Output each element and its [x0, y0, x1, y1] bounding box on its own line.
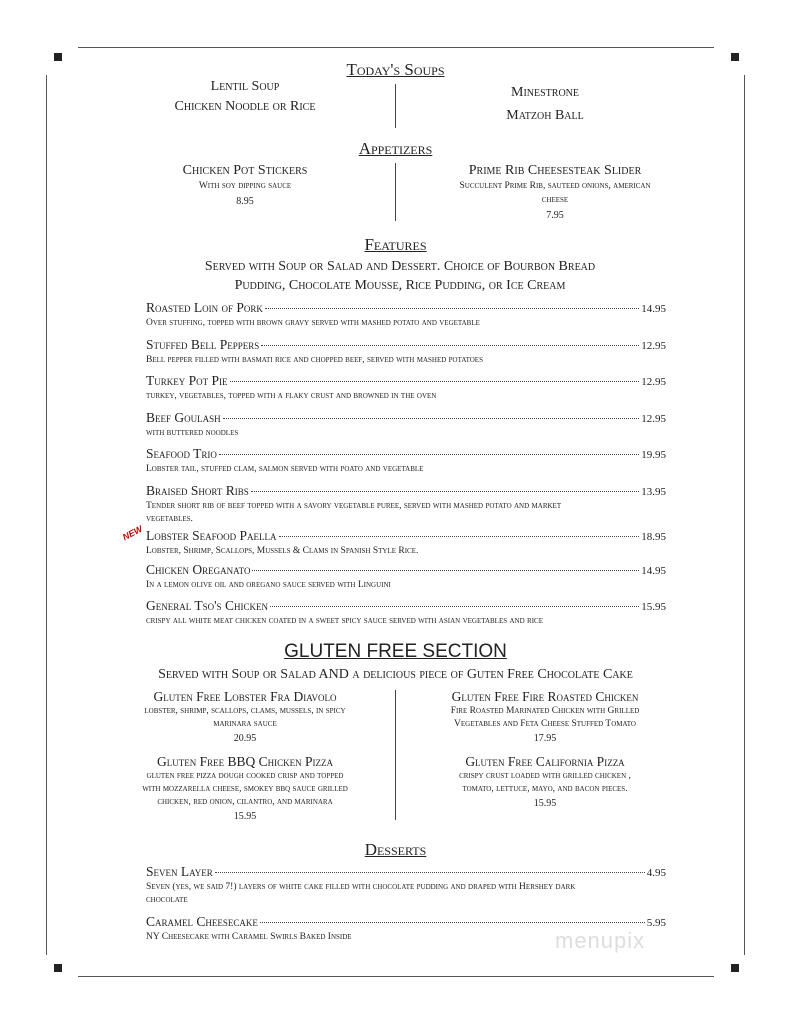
appetizer-pot-stickers-name: Chicken Pot Stickers — [182, 163, 308, 178]
gluten-free-intro: Served with Soup or Salad AND a delicious piece of Guten Free Chocolate Cake — [158, 667, 633, 682]
corner-mark-bottom-right — [731, 964, 739, 972]
feature-item — [146, 300, 666, 330]
item-description: crispy all white meat chicken coated in a sweet spicy sauce served with asian vegetables and rice — [146, 616, 543, 626]
item-description: Over stuffing, topped with brown gravy served with mashed potato and vegetable — [146, 318, 480, 328]
item-name: Gluten Free Lobster Fra Diavolo — [153, 689, 337, 704]
feature-item — [146, 562, 666, 592]
item-price: 14.95 — [641, 565, 666, 577]
feature-item — [146, 410, 666, 440]
appetizer-slider-price: 7.95 — [546, 210, 564, 221]
soup-chicken-noodle: Chicken Noodle or Rice — [174, 99, 316, 114]
item-name: Caramel Cheesecake — [146, 914, 258, 929]
feature-item — [146, 483, 666, 526]
item-description-line1: gluten free pizza dough cooked crisp and topped — [146, 771, 344, 781]
right-border-rule — [744, 75, 745, 955]
item-name: Seafood Trio — [146, 446, 217, 461]
features-intro-line1: Served with Soup or Salad and Dessert. Choice of Bourbon Bread — [204, 259, 596, 274]
desserts-heading: Desserts — [364, 840, 427, 859]
item-description: Seven (yes, we said 7!) layers of white cake filled with chocolate pudding and draped with Hershey dark chocolate — [146, 882, 576, 905]
item-description: In a lemon olive oil and oregano sauce served with Linguini — [146, 580, 391, 590]
item-description: NY Cheesecake with Caramel Swirls Baked Inside — [146, 932, 352, 942]
appetizers-heading: Appetizers — [358, 139, 433, 158]
item-name: General Tso's Chicken — [146, 598, 268, 613]
item-name: Beef Goulash — [146, 410, 221, 425]
gluten-free-divider — [395, 690, 396, 820]
dot-leader — [223, 418, 640, 419]
dot-leader — [270, 606, 639, 607]
gluten-free-heading: GLUTEN FREE SECTION — [284, 641, 507, 662]
item-description-line3: chicken, red onion, cilantro, and marinara — [157, 797, 333, 807]
item-name: Chicken Oreganato — [146, 562, 251, 577]
item-description-line1: crispy crust loaded with grilled chicken , — [459, 771, 631, 781]
soups-heading: Today's Soups — [346, 60, 445, 79]
gf-item-fire-roasted-chicken — [410, 689, 680, 744]
item-description-line1: lobster, shrimp, scallops, clams, mussels, in spicy — [144, 706, 346, 716]
item-name: Gluten Free BBQ Chicken Pizza — [156, 754, 333, 769]
dot-leader — [230, 381, 640, 382]
appetizer-slider-desc-line2: cheese — [541, 195, 569, 205]
gf-item-california-pizza — [410, 754, 680, 809]
bottom-border-rule — [78, 976, 714, 977]
dessert-item — [146, 864, 666, 907]
item-price: 20.95 — [233, 733, 257, 744]
item-description-line2: Vegetables and Feta Cheese Stuffed Tomato — [454, 719, 636, 729]
features-heading: Features — [364, 235, 427, 254]
soup-lentil: Lentil Soup — [210, 79, 280, 94]
appetizer-slider-desc-line1: Succulent Prime Rib, sauteed onions, american — [459, 181, 651, 191]
dot-leader — [265, 308, 639, 309]
dot-leader — [215, 872, 645, 873]
dot-leader — [251, 491, 640, 492]
item-price: 15.95 — [533, 798, 557, 809]
item-name: Lobster Seafood Paella — [146, 528, 277, 543]
dot-leader — [279, 536, 640, 537]
dot-leader — [219, 454, 639, 455]
feature-item — [146, 337, 666, 367]
item-name: Gluten Free California Pizza — [465, 754, 625, 769]
item-price: 18.95 — [641, 531, 666, 543]
item-description-line1: Fire Roasted Marinated Chicken with Grilled — [450, 706, 640, 716]
item-price: 5.95 — [646, 917, 666, 929]
item-description: Lobster, Shrimp, Scallops, Mussels & Clams in Spanish Style Rice. — [146, 546, 419, 556]
new-badge: NEW — [120, 523, 145, 543]
item-price: 19.95 — [641, 449, 666, 461]
item-price: 13.95 — [641, 486, 666, 498]
feature-item — [146, 528, 666, 558]
top-border-rule — [78, 47, 714, 48]
item-description-line2: with mozzarella cheese, smokey bbq sauce grilled — [142, 784, 348, 794]
soups-divider — [395, 84, 396, 128]
soup-minestrone: Minestrone — [511, 85, 579, 100]
soup-matzoh-ball: Matzoh Ball — [506, 108, 584, 123]
corner-mark-bottom-left — [54, 964, 62, 972]
left-border-rule — [46, 75, 47, 955]
item-description-line2: marinara sauce — [213, 719, 277, 729]
features-intro-line2: Pudding, Chocolate Mousse, Rice Pudding, or Ice Cream — [234, 278, 566, 293]
item-price: 17.95 — [533, 733, 557, 744]
item-description: Bell pepper filled with basmati rice and chopped beef, served with mashed potatoes — [146, 355, 483, 365]
item-price: 15.95 — [233, 811, 257, 822]
appetizer-pot-stickers-price: 8.95 — [236, 196, 254, 207]
item-description-line2: tomato, lettuce, mayo, and bacon pieces. — [462, 784, 628, 794]
feature-item — [146, 373, 666, 403]
item-name: Stuffed Bell Peppers — [146, 337, 260, 352]
item-description: turkey, vegetables, topped with a flaky crust and browned in the oven — [146, 391, 437, 401]
item-price: 15.95 — [641, 601, 666, 613]
gf-item-lobster — [110, 689, 380, 744]
appetizer-pot-stickers-desc: With soy dipping sauce — [198, 181, 292, 191]
gf-item-bbq-pizza — [110, 754, 380, 822]
item-price: 4.95 — [646, 867, 666, 879]
appetizers-divider — [395, 163, 396, 221]
item-price: 12.95 — [641, 340, 666, 352]
item-name: Roasted Loin of Pork — [146, 300, 263, 315]
appetizer-slider-name: Prime Rib Cheesesteak Slider — [468, 163, 642, 178]
item-description: with buttered noodles — [146, 428, 239, 438]
dot-leader — [261, 345, 639, 346]
feature-item — [146, 598, 666, 628]
item-description: Lobster tail, stuffed clam, salmon served with poato and vegetable — [146, 464, 424, 474]
feature-item — [146, 446, 666, 476]
dot-leader — [252, 570, 639, 571]
item-price: 12.95 — [641, 376, 666, 388]
item-name: Seven Layer — [146, 864, 213, 879]
item-price: 14.95 — [641, 303, 666, 315]
dot-leader — [260, 922, 645, 923]
item-name: Turkey Pot Pie — [146, 373, 228, 388]
item-description: Tender short rib of beef topped with a savory vegetable puree, served with mashed potato and market vegetables. — [146, 501, 562, 524]
menupix-watermark: menupix — [555, 928, 646, 953]
item-name: Gluten Free Fire Roasted Chicken — [451, 689, 639, 704]
item-price: 12.95 — [641, 413, 666, 425]
item-name: Braised Short Ribs — [146, 483, 249, 498]
